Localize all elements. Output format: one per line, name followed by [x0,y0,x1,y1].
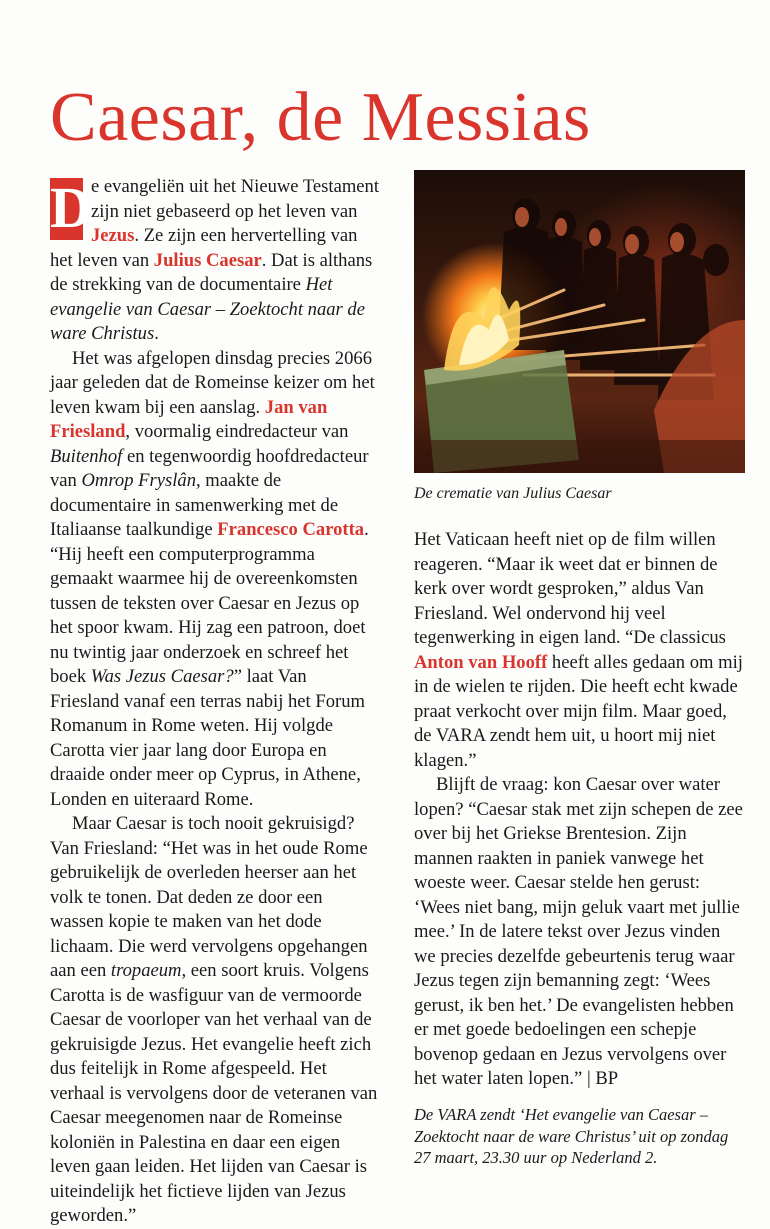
name-highlight-jezus: Jezus [91,225,135,246]
photo-caption: De crematie van Julius Caesar [414,485,612,502]
book-title: Was Jezus Caesar? [90,666,234,687]
drop-cap: D [50,175,92,240]
name-highlight-francesco-carotta: Francesco Carotta [217,519,365,540]
left-column [50,175,380,1229]
body-paragraph-3: Maar Caesar is toch nooit gekruisigd? Van Friesland: “Het was in het oude Rome gebruikelijk de overleden heerser aan het volk te tonen. Dat deden ze door een wassen kopie te maken van het dode lichaam. Die werd vervolgens opgehangen aan een tropaeum, een soort kruis. Volgens Carotta is de wasfiguur van de vermoorde Caesar de voorloper van het verhaal van de gekruisigde Jezus. Het evangelie heeft zich dus feitelijk in Rome afgespeeld. Het verhaal is vervolgens door de veteranen van Caesar meegenomen naar de Romeinse koloniën in Palestina en daar een eigen leven gaan leiden. Het lijden van Caesar is uiteindelijk het fictieve lijden van Jezus geworden.” [50,813,378,1226]
right-column [414,528,745,1092]
cremation-scene-illustration [414,170,745,473]
cremation-photo [414,170,745,473]
term-tropaeum: tropaeum, [110,960,187,981]
program-name-buitenhof: Buitenhof [50,445,123,467]
article-title: Caesar, de Messias [50,79,591,156]
broadcaster-name: Omrop Fryslân, [81,470,201,491]
body-paragraph-5: Blijft de vraag: kon Caesar over water lopen? “Caesar stak met zijn schepen de zee over bij het Griekse Brentesion. Zijn mannen raakten in paniek vanwege het woeste weer. Caesar stelde hen gerust: ‘Wees niet bang, mijn geluk vaart met jullie mee.’ In de latere tekst over Jezus vinden we precies dezelfde gebeurtenis terug waar Jezus tegen zijn bemanning zegt: ‘Wees gerust, ik ben het.’ De evangelisten hebben er met goede bedoelingen een schepje bovenop gedaan en Jezus vervolgens over het water laten lopen.” | BP [414,774,743,1089]
author-byline: | BP [582,1068,619,1089]
intro-paragraph: D e evangeliën uit het Nieuwe Testament zijn niet gebaseerd op het leven van Jezus. Ze zijn een hervertelling van het leven van Julius Caesar. Dat is althans de strekking van de documentaire Het evangelie van Caesar – Zoektocht naar de ware Christus. [50,175,380,344]
body-paragraph-4: Het Vaticaan heeft niet op de film willen reageren. “Maar ik weet dat er binnen de kerk over wordt gesproken,” aldus Van Friesland. Wel ondervond hij veel tegenwerking in eigen land. “De classicus Anton van Hooff heeft alles gedaan om mij in de wielen te rijden. Die heeft echt kwade praat verkocht over mijn film. Maar goed, de VARA zendt hem uit, u hoort mij niet klagen.” [414,529,743,771]
broadcast-info: De VARA zendt ‘Het evangelie van Caesar – Zoektocht naar de ware Christus’ uit op zondag 27 maart, 23.30 uur op Nederland 2. [414,1105,729,1167]
name-highlight-jan-van-friesland: Jan van Friesland [50,396,328,442]
name-highlight-julius-caesar: Julius Caesar [153,249,262,271]
body-paragraph-2: Het was afgelopen dinsdag precies 2066 jaar geleden dat de Romeinse keizer om het leven kwam bij een aanslag. Jan van Friesland, voormalig eindredacteur van Buitenhof en tegenwoordig hoofdredacteur van Omrop Fryslân, maakte de documentaire in samenwerking met de Italiaanse taalkundige Francesco Carotta. “Hij heeft een computerprogramma gemaakt waarmee hij de overeenkomsten tussen de teksten over Caesar en Jezus op het spoor kwam. Hij zag een patroon, doet nu twintig jaar onderzoek en schreef het boek Was Jezus Caesar?” laat Van Friesland vanaf een terras nabij het Forum Romanum in Rome weten. Hij volgde Carotta vier jaar lang door Europa en draaide onder meer op Cyprus, in Athene, Londen en uiteraard Rome. [50,347,375,810]
name-highlight-anton-van-hooff: Anton van Hooff [414,651,548,673]
documentary-title: Het evangelie van Caesar – Zoektocht naar de ware Christus [50,274,365,344]
